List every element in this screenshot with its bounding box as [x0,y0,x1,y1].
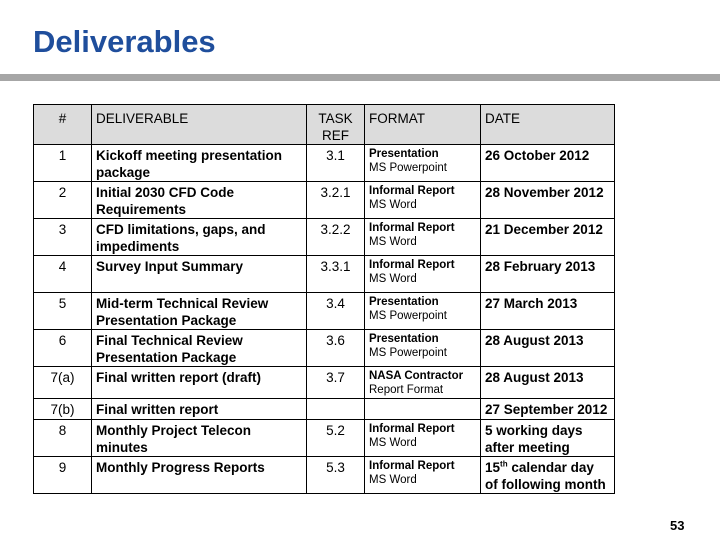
row-date: 28 February 2013 [481,256,615,293]
format-type: NASA Contractor [369,370,464,382]
row-date: 28 August 2013 [481,367,615,399]
row-task-ref: 3.1 [307,145,365,182]
row-format [365,182,481,219]
table-row [34,399,615,420]
row-task-ref: 3.6 [307,330,365,367]
page-number: 53 [670,518,685,533]
format-type: Presentation [369,148,439,160]
header-date: DATE [481,105,615,145]
format-type: Informal Report [369,460,455,472]
format-software: MS Powerpoint [369,162,447,174]
format-software: MS Powerpoint [369,310,447,322]
row-format [365,293,481,330]
row-num: 1 [34,145,92,182]
format-software: MS Word [369,437,417,449]
row-date: 5 working days after meeting [481,420,615,457]
row-num: 7(b) [34,399,92,420]
row-num: 9 [34,457,92,494]
deliverables-table [33,104,615,494]
row-date: 21 December 2012 [481,219,615,256]
table-row [34,182,615,219]
table-row [34,367,615,399]
row-date: 28 November 2012 [481,182,615,219]
row-format [365,219,481,256]
row-deliverable: Final written report [92,399,307,420]
page-title: Deliverables [33,24,216,59]
row-task-ref: 3.7 [307,367,365,399]
header-deliverable: DELIVERABLE [92,105,307,145]
row-task-ref: 5.3 [307,457,365,494]
table-header-row [34,105,615,145]
row-task-ref: 3.3.1 [307,256,365,293]
row-task-ref: 3.4 [307,293,365,330]
header-format: FORMAT [365,105,481,145]
format-type: Informal Report [369,423,455,435]
format-type: Presentation [369,333,439,345]
header-num: # [34,105,92,145]
row-num: 5 [34,293,92,330]
row-task-ref: 3.2.1 [307,182,365,219]
row-num: 3 [34,219,92,256]
table-row [34,330,615,367]
format-type: Informal Report [369,259,455,271]
row-num: 8 [34,420,92,457]
table-row [34,256,615,293]
row-deliverable: Final Technical Review Presentation Package [92,330,307,367]
table-row [34,219,615,256]
row-deliverable: CFD limitations, gaps, and impediments [92,219,307,256]
row-num: 7(a) [34,367,92,399]
format-software: MS Word [369,199,417,211]
row-num: 2 [34,182,92,219]
row-date: 27 March 2013 [481,293,615,330]
header-task-ref: TASK REF [307,105,365,145]
row-format [365,367,481,399]
format-software: Report Format [369,384,444,396]
format-software: MS Word [369,236,417,248]
row-deliverable: Monthly Progress Reports [92,457,307,494]
row-num: 4 [34,256,92,293]
date-day: 15 [485,460,501,475]
row-date [481,457,615,494]
row-task-ref: 5.2 [307,420,365,457]
row-deliverable: Kickoff meeting presentation package [92,145,307,182]
row-format [365,256,481,293]
row-num: 6 [34,330,92,367]
table-row [34,293,615,330]
row-format [365,457,481,494]
date-ordinal-suffix: th [500,459,508,469]
format-software: MS Word [369,273,417,285]
table-row [34,145,615,182]
row-date: 26 October 2012 [481,145,615,182]
row-format [365,145,481,182]
row-deliverable: Final written report (draft) [92,367,307,399]
row-date: 27 September 2012 [481,399,615,420]
format-type: Informal Report [369,222,455,234]
row-date: 28 August 2013 [481,330,615,367]
date-text: calendar day of following month [485,460,606,492]
table-row [34,420,615,457]
row-deliverable: Initial 2030 CFD Code Requirements [92,182,307,219]
table-row [34,457,615,494]
row-deliverable: Survey Input Summary [92,256,307,293]
row-format [365,330,481,367]
row-deliverable: Mid-term Technical Review Presentation Package [92,293,307,330]
row-task-ref: 3.2.2 [307,219,365,256]
row-deliverable: Monthly Project Telecon minutes [92,420,307,457]
format-software: MS Word [369,474,417,486]
row-format [365,399,481,420]
title-divider [0,74,720,81]
format-type: Presentation [369,296,439,308]
format-type: Informal Report [369,185,455,197]
row-task-ref [307,399,365,420]
row-format [365,420,481,457]
format-software: MS Powerpoint [369,347,447,359]
